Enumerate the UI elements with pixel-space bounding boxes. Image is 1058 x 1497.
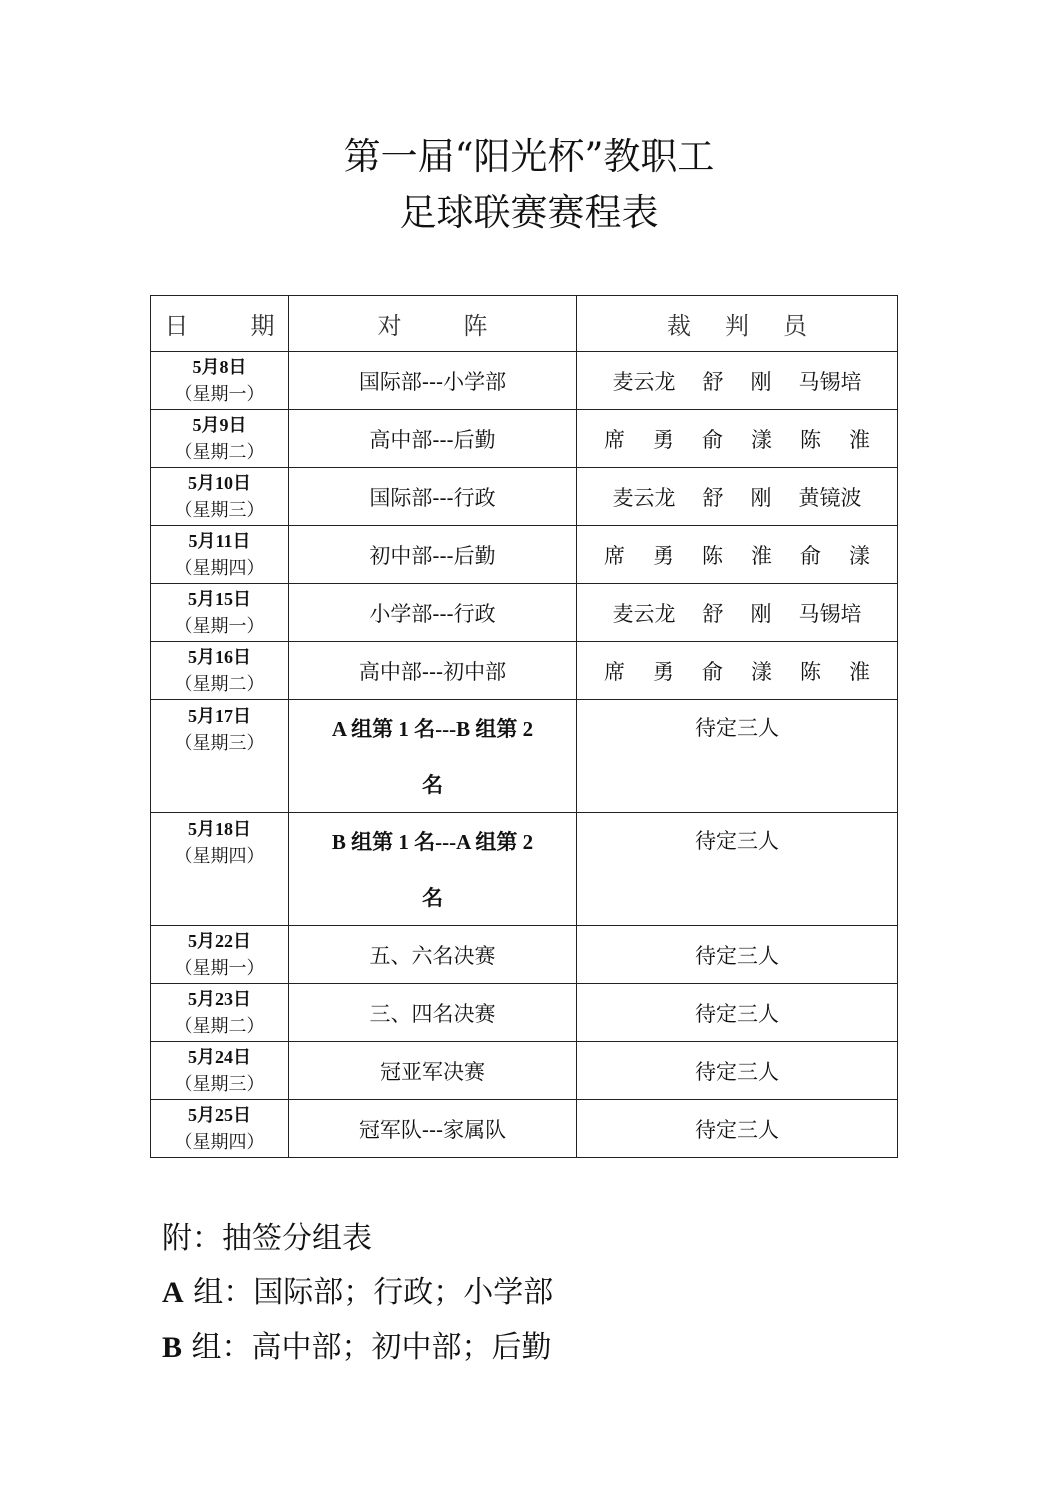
match-text: 冠亚军决赛: [380, 1059, 485, 1084]
group-a-label: A: [162, 1276, 184, 1309]
match-cell: [289, 584, 577, 642]
match-weekday: （星期二）: [174, 441, 265, 463]
date-cell: [151, 410, 289, 468]
table-row: [151, 410, 898, 468]
match-cell: [289, 813, 577, 926]
match-date: 5月22日: [188, 930, 251, 951]
referee-name: 刚: [750, 601, 772, 626]
referee-cell: [577, 984, 898, 1042]
header-match-char-2: 阵: [463, 312, 488, 340]
match-cell: [289, 642, 577, 700]
referee-name: 马锡培: [798, 601, 862, 626]
referee-name: 淮: [849, 427, 870, 452]
match-weekday: （星期二）: [174, 673, 265, 695]
header-date-char-1: 日: [164, 312, 189, 340]
referee-cell: [577, 813, 898, 926]
match-weekday: （星期一）: [174, 383, 265, 405]
header-date: [151, 296, 289, 352]
table-row: [151, 584, 898, 642]
referee-name: 勇: [653, 543, 674, 568]
referee-name: 俞: [702, 427, 723, 452]
match-text: 小学部---行政: [369, 601, 496, 626]
match-text: 五、六名决赛: [369, 943, 496, 968]
referee-name: 刚: [750, 369, 772, 394]
match-date: 5月8日: [192, 356, 247, 377]
match-date: 5月11日: [188, 530, 251, 551]
match-text-line: 名: [422, 886, 443, 910]
match-weekday: （星期四）: [174, 846, 265, 867]
referee-cell: [577, 410, 898, 468]
referee-pending: 待定三人: [695, 1059, 779, 1084]
table-row: [151, 813, 898, 926]
referee-name: 漾: [751, 659, 772, 684]
date-cell: [151, 700, 289, 813]
match-weekday: （星期一）: [174, 957, 265, 979]
referee-cell: [577, 468, 898, 526]
match-text: 高中部---初中部: [358, 659, 507, 684]
referee-cell: [577, 526, 898, 584]
table-row: [151, 926, 898, 984]
referee-name: 淮: [849, 659, 870, 684]
table-row: [151, 352, 898, 410]
referee-name: 俞: [702, 659, 723, 684]
referee-name: 俞: [800, 543, 821, 568]
match-cell: [289, 410, 577, 468]
referee-name: 席: [604, 427, 625, 452]
table-row: [151, 700, 898, 813]
match-weekday: （星期三）: [174, 499, 265, 521]
match-weekday: （星期一）: [174, 615, 265, 637]
table-row: [151, 1042, 898, 1100]
referee-name: 漾: [849, 543, 870, 568]
header-match: [289, 296, 577, 352]
referee-list: [577, 540, 897, 570]
match-text-line: A 组第 1 名---B 组第 2: [331, 717, 534, 741]
header-match-char-1: 对: [377, 312, 402, 340]
referee-name: 麦云龙: [612, 369, 676, 394]
referee-cell: [577, 352, 898, 410]
referee-name: 麦云龙: [612, 601, 676, 626]
header-referee: [577, 296, 898, 352]
referee-name: 漾: [751, 427, 772, 452]
referee-name: 陈: [800, 659, 821, 684]
referee-name: 席: [604, 659, 625, 684]
referee-name: 陈: [800, 427, 821, 452]
match-cell: [289, 526, 577, 584]
referee-list: [577, 656, 897, 686]
table-row: [151, 642, 898, 700]
match-weekday: （星期三）: [174, 733, 265, 754]
match-text: 冠军队---家属队: [358, 1117, 507, 1142]
page-title-line-2: 足球联赛赛程表: [399, 191, 659, 234]
table-row: [151, 526, 898, 584]
date-cell: [151, 813, 289, 926]
referee-name: 黄镜波: [798, 485, 862, 510]
date-cell: [151, 584, 289, 642]
referee-pending: 待定三人: [695, 943, 779, 968]
page-title-line-1: 第一届“阳光杯”教职工: [343, 135, 715, 178]
match-text: 初中部---后勤: [369, 543, 496, 568]
group-b-label: B: [162, 1331, 183, 1364]
referee-list: [577, 598, 897, 628]
match-weekday: （星期三）: [174, 1073, 265, 1095]
match-text: 三、四名决赛: [369, 1001, 496, 1026]
referee-pending: 待定三人: [695, 1117, 779, 1142]
referee-name: 舒: [702, 485, 724, 510]
date-cell: [151, 1100, 289, 1158]
schedule-table: [150, 295, 898, 1158]
referee-pending: 待定三人: [695, 716, 779, 740]
referee-name: 席: [604, 543, 625, 568]
date-cell: [151, 642, 289, 700]
table-row: [151, 468, 898, 526]
header-referee-char-1: 裁: [667, 312, 691, 340]
match-text-line: B 组第 1 名---A 组第 2: [331, 830, 534, 854]
header-referee-char-3: 员: [783, 312, 807, 340]
referee-cell: [577, 700, 898, 813]
referee-cell: [577, 1042, 898, 1100]
table-header-row: [151, 296, 898, 352]
referee-name: 舒: [702, 369, 724, 394]
match-weekday: （星期四）: [174, 1131, 265, 1153]
referee-list: [577, 424, 897, 454]
match-weekday: （星期四）: [174, 557, 265, 579]
match-date: 5月9日: [192, 414, 247, 435]
date-cell: [151, 468, 289, 526]
header-date-char-2: 期: [250, 312, 275, 340]
match-cell: [289, 1100, 577, 1158]
table-row: [151, 1100, 898, 1158]
date-cell: [151, 926, 289, 984]
match-weekday: （星期二）: [174, 1015, 265, 1037]
match-date: 5月23日: [188, 988, 251, 1009]
referee-cell: [577, 926, 898, 984]
referee-name: 勇: [653, 427, 674, 452]
date-cell: [151, 526, 289, 584]
referee-pending: 待定三人: [695, 1001, 779, 1026]
match-date: 5月15日: [188, 588, 251, 609]
referee-cell: [577, 642, 898, 700]
table-row: [151, 984, 898, 1042]
match-cell: [289, 700, 577, 813]
match-text: 国际部---行政: [369, 485, 496, 510]
referee-name: 勇: [653, 659, 674, 684]
match-text-line: 名: [422, 773, 443, 797]
referee-name: 麦云龙: [612, 485, 676, 510]
appendix-heading: 附：抽签分组表: [162, 1221, 372, 1256]
referee-name: 舒: [702, 601, 724, 626]
group-b-text: 组：高中部；初中部；后勤: [182, 1330, 552, 1365]
match-cell: [289, 1042, 577, 1100]
referee-cell: [577, 584, 898, 642]
match-date: 5月10日: [188, 472, 251, 493]
referee-list: [577, 366, 897, 396]
match-date: 5月17日: [188, 706, 251, 726]
appendix-group-b: [162, 1330, 552, 1366]
match-date: 5月18日: [188, 819, 251, 839]
date-cell: [151, 352, 289, 410]
referee-list: [577, 482, 897, 512]
referee-pending: 待定三人: [695, 829, 779, 853]
header-referee-char-2: 判: [725, 312, 749, 340]
match-cell: [289, 468, 577, 526]
match-cell: [289, 352, 577, 410]
referee-name: 陈: [702, 543, 723, 568]
referee-name: 马锡培: [798, 369, 862, 394]
referee-name: 淮: [751, 543, 772, 568]
referee-cell: [577, 1100, 898, 1158]
referee-name: 刚: [750, 485, 772, 510]
date-cell: [151, 984, 289, 1042]
date-cell: [151, 1042, 289, 1100]
appendix-group-a: [162, 1275, 553, 1311]
match-date: 5月25日: [188, 1104, 251, 1125]
match-cell: [289, 926, 577, 984]
match-date: 5月16日: [188, 646, 251, 667]
match-text: 国际部---小学部: [358, 369, 507, 394]
match-date: 5月24日: [188, 1046, 251, 1067]
match-cell: [289, 984, 577, 1042]
group-a-text: 组：国际部；行政；小学部: [183, 1275, 554, 1310]
match-text: 高中部---后勤: [369, 427, 496, 452]
